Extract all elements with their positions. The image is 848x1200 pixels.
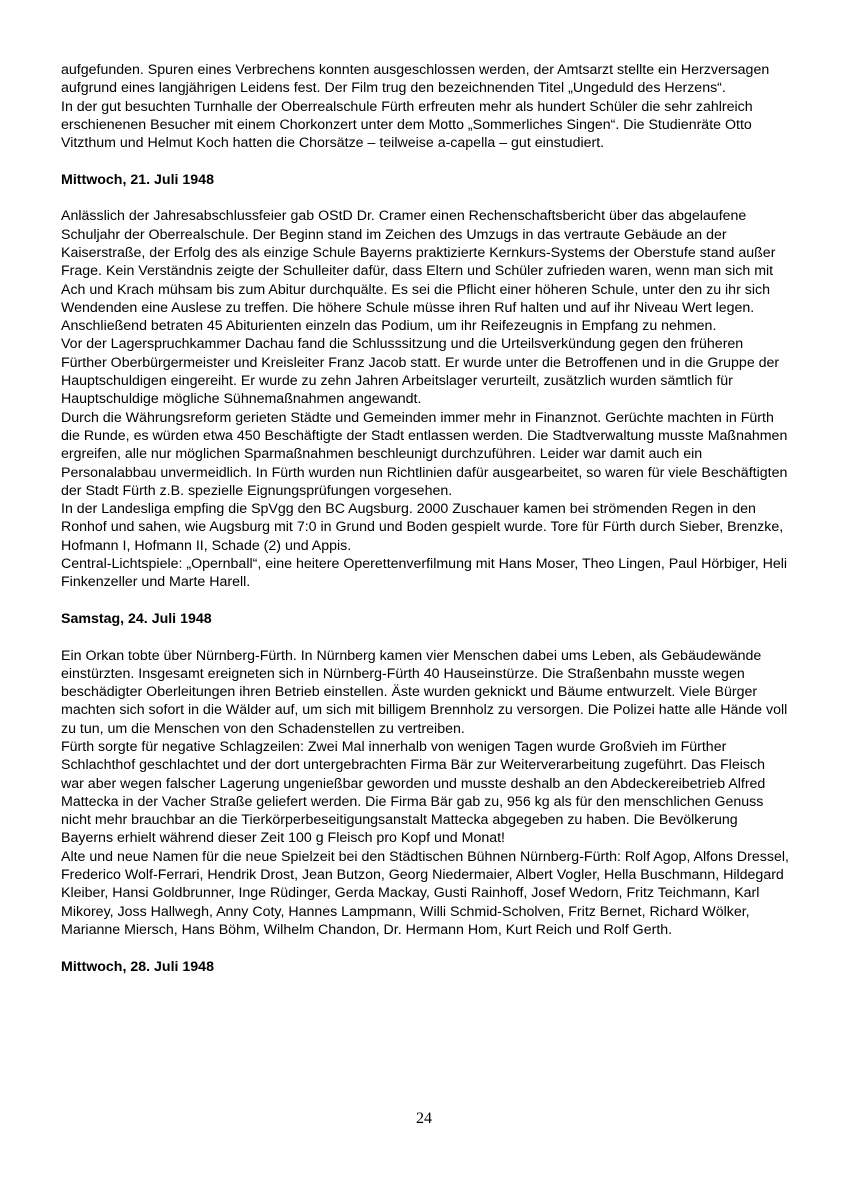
page-number: 24 (416, 1110, 432, 1127)
paragraph: In der gut besuchten Turnhalle der Oberrealschule Fürth erfreuten mehr als hundert Schüler die sehr zahlreich erschienenen Besucher mit einem Chorkonzert unter dem Motto „Sommerliches Singen“. Die Studienräte Otto Vitzthum und Helmut Koch hatten die Chorsätze – teilweise a-capella – gut einstudiert. (61, 98, 753, 152)
date-heading: Samstag, 24. Juli 1948 (61, 610, 212, 627)
paragraph: Vor der Lagerspruchkammer Dachau fand die Schlusssitzung und die Urteilsverkündung gegen den früheren Fürther Oberbürgermeister und Kreisleiter Franz Jacob statt. Er wurde unter die Betroffenen und in die Gruppe der Hauptschuldigen eingereiht. Er wurde zu zehn Jahren Arbeitslager verurteilt, zusätzlich wurden sämtlich für Hauptschuldige mögliche Sühnemaßnahmen angewandt. (61, 336, 780, 408)
paragraph: Alte und neue Namen für die neue Spielzeit bei den Städtischen Bühnen Nürnberg-Fürth: Rolf Agop, Alfons Dressel, Frederico Wolf-Ferrari, Hendrik Drost, Jean Butzon, Georg Niedermaier, Albert Vogler, Hella Buschmann, Hildegard Kleiber, Hansi Goldbrunner, Inge Rüdinger, Gerda Mackay, Gusti Rainhoff, Josef Wedorn, Fritz Teichmann, Karl Mikorey, Joss Hallwegh, Anny Coty, Hannes Lampmann, Willi Schmid-Scholven, Fritz Bernet, Richard Wölker, Marianne Miersch, Hans Böhm, Wilhelm Chandon, Dr. Hermann Hom, Kurt Reich und Rolf Gerth. (61, 848, 789, 938)
paragraph: Fürth sorgte für negative Schlagzeilen: Zwei Mal innerhalb von wenigen Tagen wurde Großvieh im Fürther Schlachthof geschlachtet und der dort untergebrachten Firma Bär zur Weiterverarbeitung zugeführt. Das Fleisch war aber wegen falscher Lagerung ungenießbar geworden und musste deshalb an den Abdeckereibetrieb Alfred Mattecka in der Vacher Straße geliefert werden. Die Firma Bär gab zu, 956 kg als für den menschlichen Genuss nicht mehr brauchbar an die Tierkörperbeseitigungsanstalt Mattecka abgegeben zu haben. Die Bevölkerung Bayerns erhielt während dieser Zeit 100 g Fleisch pro Kopf und Monat! (61, 738, 766, 847)
document-page (61, 61, 791, 994)
date-heading: Mittwoch, 28. Juli 1948 (61, 958, 214, 975)
paragraph: Central-Lichtspiele: „Opernball“, eine heitere Operettenverfilmung mit Hans Moser, Theo Lingen, Paul Hörbiger, Heli Finkenzeller und Marte Harell. (61, 556, 788, 591)
paragraph: In der Landesliga empfing die SpVgg den BC Augsburg. 2000 Zuschauer kamen bei strömenden Regen in den Ronhof und sahen, wie Augsburg mit 7:0 in Grund und Boden gespielt wurde. Tore für Fürth durch Sieber, Brenzke, Hofmann I, Hofmann II, Schade (2) und Appis. (61, 501, 784, 554)
paragraph: aufgefunden. Spuren eines Verbrechens konnten ausgeschlossen werden, der Amtsarzt stellte ein Herzversagen aufgrund eines langjährigen Leidens fest. Der Film trug den bezeichnenden Titel „Ungeduld des Herzens“. (61, 62, 770, 97)
paragraph: Ein Orkan tobte über Nürnberg-Fürth. In Nürnberg kamen vier Menschen dabei ums Leben, als Gebäudewände einstürzten. Insgesamt ereigneten sich in Nürnberg-Fürth 40 Hauseinstürze. Die Straßenbahn musste wegen beschädigter Oberleitungen ihren Betrieb einstellen. Äste wurden geknickt und Bäume entwurzelt. Viele Bürger machten sich sofort in die Wälder auf, um sich mit billigem Brennholz zu versorgen. Die Polizei hatte alle Hände voll zu tun, um die Menschen von den Schadenstellen zu vertreiben. (61, 647, 788, 737)
date-heading: Mittwoch, 21. Juli 1948 (61, 171, 214, 188)
paragraph: Durch die Währungsreform gerieten Städte und Gemeinden immer mehr in Finanznot. Gerüchte machten in Fürth die Runde, es würden etwa 450 Beschäftigte der Stadt entlassen werden. Die Stadtverwaltung musste Maßnahmen ergreifen, alle nur möglichen Sparmaßnahmen beschleunigt durchzuführen. Leider war damit auch ein Personalabbau unvermeidlich. In Fürth wurden nun Richtlinien dafür ausgearbeitet, so waren für viele Beschäftigten der Stadt Fürth z.B. spezielle Eignungsprüfungen vorgesehen. (61, 409, 788, 499)
paragraph: Anlässlich der Jahresabschlussfeier gab OStD Dr. Cramer einen Rechenschaftsbericht über das abgelaufene Schuljahr der Oberrealschule. Der Beginn stand im Zeichen des Umzugs in das vertraute Gebäude an der Kaiserstraße, der Erfolg des als einzige Schule Bayerns praktizierte Kernkurs-Systems der Oberstufe stand außer Frage. Kein Verständnis zeigte der Schulleiter dafür, dass Eltern und Schüler zufrieden waren, wenn man sich mit Ach und Krach mühsam bis zum Abitur durchquälte. Es sei die Pflicht einer höheren Schule, unter den zu ihr sich Wendenden eine Auslese zu treffen. Die höhere Schule müsse ihren Ruf halten und auf ihr Niveau Wert legen. Anschließend betraten 45 Abiturienten einzeln das Podium, um ihr Reifezeugnis in Empfang zu nehmen. (61, 208, 776, 335)
